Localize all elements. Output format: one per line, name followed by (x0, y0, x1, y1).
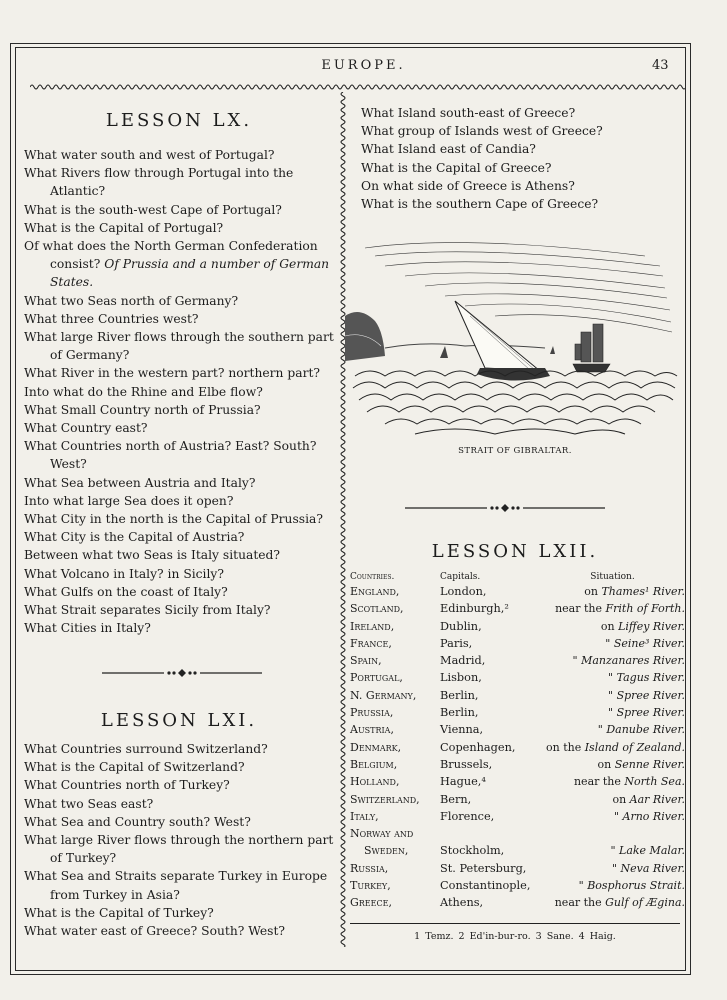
capital-cell: Paris, (440, 636, 473, 650)
question: What Rivers flow through Portugal into the Atlantic? (24, 166, 294, 199)
question: What large River flows through the northern part of Turkey? (24, 833, 334, 866)
situation-preposition: on (584, 585, 598, 598)
question: What water east of Greece? South? West? (24, 924, 286, 939)
question: What is the southern Cape of Greece? (361, 197, 599, 212)
page-number: 43 (652, 58, 669, 73)
greece-questions (361, 104, 681, 213)
situation-cell (540, 741, 685, 758)
situation-cell (540, 637, 685, 654)
country-cell: Russia, (350, 861, 389, 875)
capital-cell: Berlin, (440, 706, 479, 720)
capital-cell: Constantinople, (440, 879, 531, 893)
capitals-table-body (350, 585, 685, 914)
country-cell: Norway and (350, 827, 414, 841)
question: What is the Capital of Portugal? (24, 220, 224, 235)
table-row (350, 602, 685, 619)
country-cell: Spain, (350, 654, 382, 668)
situation-place: Bosphorus Strait. (587, 879, 685, 893)
capital-cell: Athens, (440, 896, 484, 910)
table-row (350, 654, 685, 671)
country-cell: Austria, (350, 723, 394, 737)
country-cell: Portugal, (350, 671, 403, 685)
question: What Small Country north of Prussia? (24, 402, 261, 417)
situation-place: Spree River. (616, 706, 685, 720)
table-row (350, 758, 685, 775)
column-header-situation: Situation. (590, 572, 635, 582)
country-cell: Ireland, (350, 619, 395, 633)
table-row (350, 793, 685, 810)
capital-cell: London, (440, 585, 487, 598)
capital-cell: Brussels, (440, 757, 493, 771)
question: Into what do the Rhine and Elbe flow? (24, 384, 263, 399)
lesson-60-title: LESSON LX. (105, 110, 253, 131)
capital-cell: Berlin, (440, 688, 479, 702)
situation-cell (540, 844, 685, 861)
lesson-60-questions (24, 146, 334, 637)
situation-preposition: near the (555, 602, 602, 616)
situation-place: Lake Malar. (619, 844, 685, 858)
column-header-countries: Countries. (350, 572, 395, 582)
country-cell: Sweden, (364, 844, 409, 858)
situation-cell (540, 810, 685, 827)
question: Into what large Sea does it open? (24, 493, 234, 508)
situation-preposition: " (610, 844, 616, 858)
situation-place: Spree River. (616, 688, 685, 702)
situation-cell (540, 879, 685, 896)
capital-cell: Edinburgh,² (440, 602, 509, 616)
situation-place: Neva River. (620, 861, 685, 875)
section-ornament-left (102, 668, 262, 678)
question: What water south and west of Portugal? (24, 148, 275, 162)
table-row (350, 844, 685, 861)
table-row (350, 620, 685, 637)
tall-ship (573, 324, 610, 372)
question: What is the Capital of Switzerland? (24, 760, 245, 775)
situation-preposition: " (611, 861, 618, 875)
table-row (350, 585, 685, 602)
situation-preposition: near the (554, 896, 602, 910)
table-row (350, 689, 685, 706)
situation-cell (540, 827, 685, 844)
question: What three Countries west? (24, 311, 199, 326)
situation-place: North Sea. (624, 775, 685, 789)
question: What large River flows through the southern part of Germany? (24, 330, 334, 363)
situation-preposition: on the (545, 740, 582, 754)
situation-place: Frith of Forth. (605, 602, 685, 616)
capital-cell (440, 827, 540, 844)
question: Of what does the North German Confederation consist? (24, 239, 318, 272)
situation-preposition: near the (573, 775, 621, 789)
capital-cell: Bern, (440, 792, 472, 806)
question: What Countries surround Switzerland? (24, 742, 268, 756)
question: What Sea and Straits separate Turkey in Europe from Turkey in Asia? (24, 869, 328, 902)
lesson-61-title: LESSON LXI. (100, 710, 258, 731)
lateen-sail (455, 301, 540, 371)
answer: Of Prussia and a number of German States. (50, 257, 330, 290)
capital-cell: Dublin, (440, 619, 482, 633)
country-cell: Belgium, (350, 757, 398, 771)
question: What two Seas east? (24, 796, 154, 811)
question: What Island south-east of Greece? (361, 106, 576, 120)
question: What Island east of Candia? (361, 142, 536, 157)
situation-place: Manzanares River. (581, 654, 685, 668)
country-cell: Prussia, (350, 706, 394, 720)
capital-cell: Madrid, (440, 654, 486, 668)
question: What Strait separates Sicily from Italy? (24, 603, 271, 618)
capital-cell: Vienna, (440, 723, 484, 737)
question: What group of Islands west of Greece? (361, 124, 603, 139)
capitals-table (350, 572, 685, 914)
country-cell: Denmark, (350, 740, 402, 754)
table-row (350, 896, 685, 913)
situation-cell (540, 723, 685, 740)
question: What Sea and Country south? West? (24, 814, 251, 829)
situation-place: Senne River. (614, 757, 685, 771)
question: What Countries north of Turkey? (24, 778, 230, 793)
illustration-caption: STRAIT OF GIBRALTAR. (458, 446, 572, 456)
situation-cell (540, 585, 685, 602)
country-cell: England, (350, 585, 400, 598)
situation-cell (540, 862, 685, 879)
situation-preposition: on (597, 757, 612, 771)
table-row (350, 637, 685, 654)
pronunciation-footnotes: 1 Temz. 2 Ed'in-bur-ro. 3 Sane. 4 Haig. (414, 931, 616, 942)
table-row (350, 775, 685, 792)
situation-preposition: " (605, 636, 611, 650)
country-cell: Turkey, (350, 879, 391, 893)
situation-cell (540, 896, 685, 913)
situation-cell (540, 706, 685, 723)
header-wavy-rule (30, 82, 685, 92)
question: On what side of Greece is Athens? (361, 178, 575, 193)
table-row (350, 706, 685, 723)
table-row (350, 827, 685, 844)
question: What is the Capital of Turkey? (24, 905, 214, 920)
situation-preposition: " (608, 706, 614, 720)
situation-preposition: " (572, 654, 578, 668)
situation-cell (540, 689, 685, 706)
situation-preposition: " (578, 879, 584, 893)
country-cell: Greece, (350, 896, 392, 910)
section-ornament-right (405, 503, 605, 513)
situation-place: Thames¹ River. (601, 585, 685, 598)
question: What is the south-west Cape of Portugal? (24, 202, 282, 217)
question-with-answer (24, 237, 334, 292)
table-row (350, 810, 685, 827)
question: What Sea between Austria and Italy? (24, 475, 256, 490)
situation-place: Arno River. (622, 809, 685, 823)
situation-place: Island of Zealand. (584, 740, 685, 754)
situation-place: Gulf of Ægina. (605, 896, 685, 910)
situation-cell (540, 602, 685, 619)
situation-cell (540, 758, 685, 775)
table-row (350, 741, 685, 758)
situation-preposition: on (612, 792, 627, 806)
situation-cell (540, 775, 685, 792)
capital-cell: St. Petersburg, (440, 861, 527, 875)
question: What is the Capital of Greece? (361, 160, 552, 175)
situation-preposition: " (608, 688, 614, 702)
question: What Cities in Italy? (24, 621, 151, 636)
question: Between what two Seas is Italy situated? (24, 548, 281, 563)
question: What City in the north is the Capital of Prussia? (24, 512, 323, 527)
capital-cell: Florence, (440, 809, 495, 823)
country-cell: Holland, (350, 775, 400, 789)
column-header-capitals: Capitals. (440, 572, 481, 582)
question: What Country east? (24, 421, 148, 436)
country-cell: France, (350, 636, 392, 650)
situation-place: Tagus River. (616, 671, 685, 685)
situation-place: Liffey River. (618, 619, 685, 633)
country-cell: Scotland, (350, 602, 404, 616)
capital-cell: Hague,⁴ (440, 775, 486, 789)
country-cell: Switzerland, (350, 792, 420, 806)
question: What Volcano in Italy? in Sicily? (24, 566, 224, 581)
footnote-rule (345, 922, 685, 925)
table-row (350, 671, 685, 688)
question: What two Seas north of Germany? (24, 293, 239, 308)
situation-preposition: on (600, 619, 615, 633)
situation-cell (540, 620, 685, 637)
situation-preposition: " (597, 723, 603, 737)
question: What River in the western part? northern part? (24, 366, 320, 381)
situation-cell (540, 793, 685, 810)
situation-preposition: " (613, 809, 620, 823)
capital-cell: Copenhagen, (440, 740, 516, 754)
country-cell: N. Germany, (350, 688, 417, 702)
page-header-title: EUROPE. (321, 58, 406, 73)
table-row (350, 723, 685, 740)
situation-place: Danube River. (606, 723, 685, 737)
capital-cell: Stockholm, (440, 844, 505, 858)
situation-cell (540, 671, 685, 688)
question: What Gulfs on the coast of Italy? (24, 584, 228, 599)
table-row (350, 879, 685, 896)
country-cell: Italy, (350, 809, 379, 823)
capital-cell: Lisbon, (440, 671, 482, 685)
lesson-61-questions (24, 740, 334, 940)
strait-of-gibraltar-engraving (345, 236, 685, 441)
situation-cell (540, 654, 685, 671)
question: What Countries north of Austria? East? South? West? (24, 439, 317, 472)
situation-preposition: " (608, 671, 614, 685)
lesson-62-title: LESSON LXII. (431, 541, 599, 562)
situation-place: Aar River. (629, 792, 685, 806)
question: What City is the Capital of Austria? (24, 530, 245, 545)
situation-place: Seine³ River. (613, 636, 685, 650)
column-divider-wavy-line (338, 92, 348, 947)
table-row (350, 862, 685, 879)
fishing-boat (477, 368, 550, 381)
